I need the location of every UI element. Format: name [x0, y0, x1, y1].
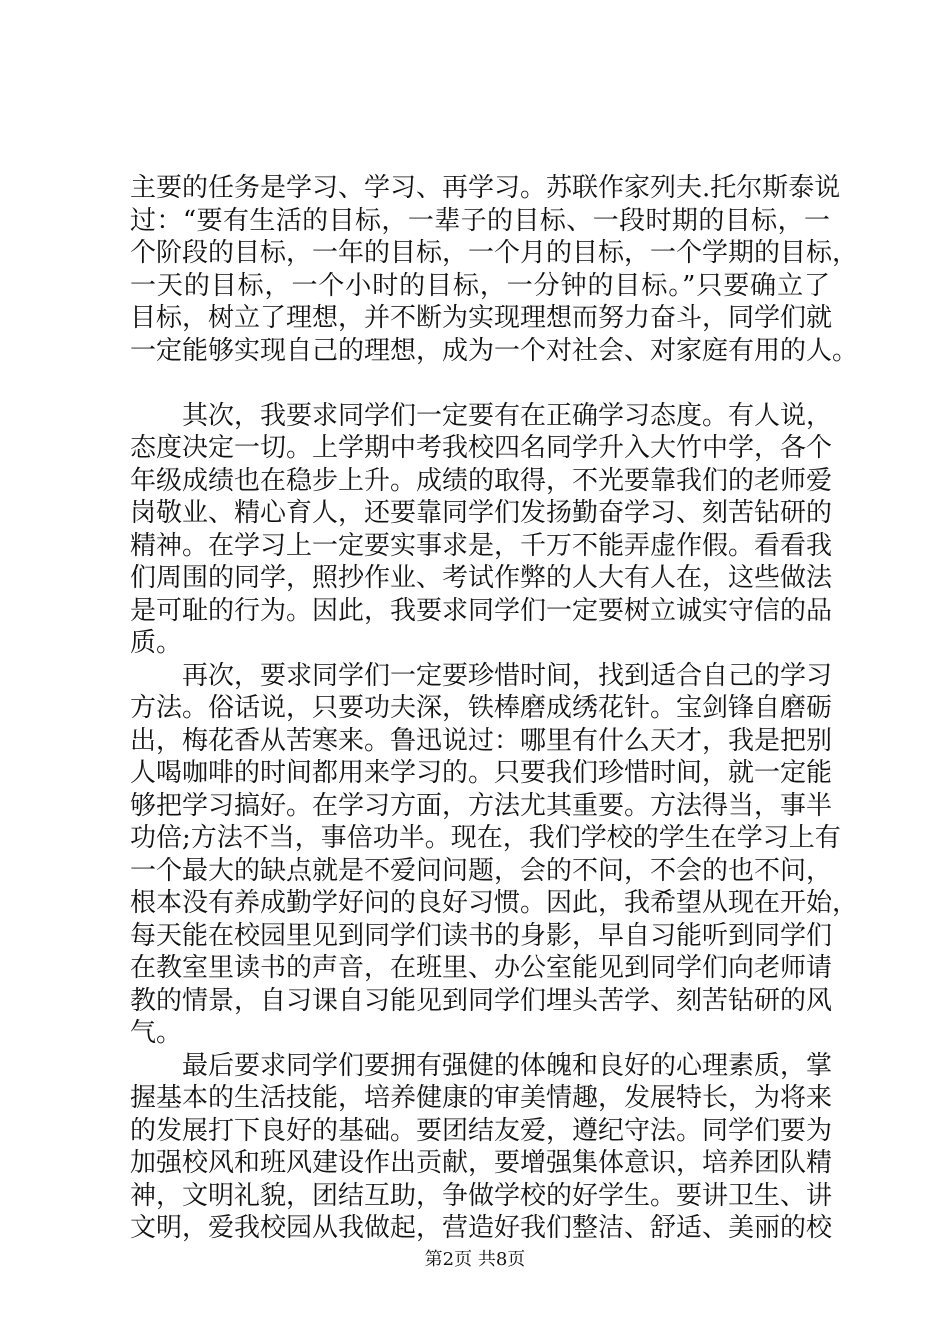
paragraph-3 — [130, 660, 859, 1050]
text-line: 年级成绩也在稳步上升。成绩的取得，不光要靠我们的老师爱 — [130, 465, 833, 496]
text-line: 一个最大的缺点就是不爱问问题，会的不问，不会的也不问， — [130, 855, 833, 886]
text-line: 目标，树立了理想，并不断为实现理想而努力奋斗，同学们就 — [130, 303, 833, 333]
text-line: 握基本的生活技能，培养健康的审美情趣，发展特长，为将来 — [130, 1083, 833, 1113]
text-line: 功倍;方法不当，事倍功半。现在，我们学校的学生在学习上有 — [130, 823, 841, 853]
text-line: 文明，爱我校园从我做起，营造好我们整洁、舒适、美丽的校 — [130, 1213, 833, 1243]
text-line: 态度决定一切。上学期中考我校四名同学升入大竹中学，各个 — [130, 433, 833, 463]
text-line: 气。 — [130, 1018, 183, 1048]
text-line: 个阶段的目标，一年的目标，一个月的目标，一个学期的目标， — [130, 238, 859, 268]
text-line: 的发展打下良好的基础。要团结友爱，遵纪守法。同学们要为 — [130, 1115, 833, 1146]
text-line: 出，梅花香从苦寒来。鲁迅说过：哪里有什么天才，我是把别 — [130, 725, 833, 756]
text-line: 最后要求同学们要拥有强健的体魄和良好的心理素质，掌 — [182, 1050, 833, 1081]
text-line: 神，文明礼貌，团结互助，争做学校的好学生。要讲卫生、讲 — [130, 1180, 833, 1211]
text-line: 们周围的同学，照抄作业、考试作弊的人大有人在，这些做法 — [130, 563, 833, 593]
text-line: 是可耻的行为。因此，我要求同学们一定要树立诚实守信的品 — [130, 595, 833, 626]
text-line: 主要的任务是学习、学习、再学习。苏联作家列夫.托尔斯泰说 — [130, 173, 841, 203]
text-line: 一天的目标，一个小时的目标，一分钟的目标。”只要确立了 — [130, 270, 830, 301]
text-line: 每天能在校园里见到同学们读书的身影，早自习能听到同学们 — [130, 920, 833, 951]
text-line: 根本没有养成勤学好问的良好习惯。因此，我希望从现在开始， — [130, 888, 859, 918]
text-line: 人喝咖啡的时间都用来学习的。只要我们珍惜时间，就一定能 — [130, 758, 833, 788]
text-line: 其次，我要求同学们一定要有在正确学习态度。有人说， — [182, 400, 833, 431]
text-line: 质。 — [130, 628, 183, 658]
document-body — [130, 172, 859, 1245]
text-line: 在教室里读书的声音，在班里、办公室能见到同学们向老师请 — [130, 953, 833, 983]
text-line: 够把学习搞好。在学习方面，方法尤其重要。方法得当，事半 — [130, 790, 833, 821]
text-line: 岗敬业、精心育人，还要靠同学们发扬勤奋学习、刻苦钻研的 — [130, 498, 833, 528]
paragraph-4 — [130, 1050, 833, 1245]
paragraph-gap — [130, 367, 830, 400]
text-line: 加强校风和班风建设作出贡献，要增强集体意识，培养团队精 — [130, 1148, 833, 1178]
text-line: 教的情景，自习课自习能见到同学们埋头苦学、刻苦钻研的风 — [130, 985, 833, 1016]
text-line: 方法。俗话说，只要功夫深，铁棒磨成绣花针。宝剑锋自磨砺 — [130, 693, 833, 723]
text-line: 一定能够实现自己的理想，成为一个对社会、对家庭有用的人。 — [130, 335, 859, 366]
text-line: 过：“要有生活的目标，一辈子的目标、一段时期的目标，一 — [130, 205, 830, 236]
text-line: 再次，要求同学们一定要珍惜时间，找到适合自己的学习 — [182, 660, 833, 691]
paragraph-2 — [130, 400, 833, 660]
page-footer: 第2页 共8页 — [424, 1249, 526, 1270]
paragraph-1 — [130, 172, 859, 367]
text-line: 精神。在学习上一定要实事求是，千万不能弄虚作假。看看我 — [130, 530, 833, 561]
